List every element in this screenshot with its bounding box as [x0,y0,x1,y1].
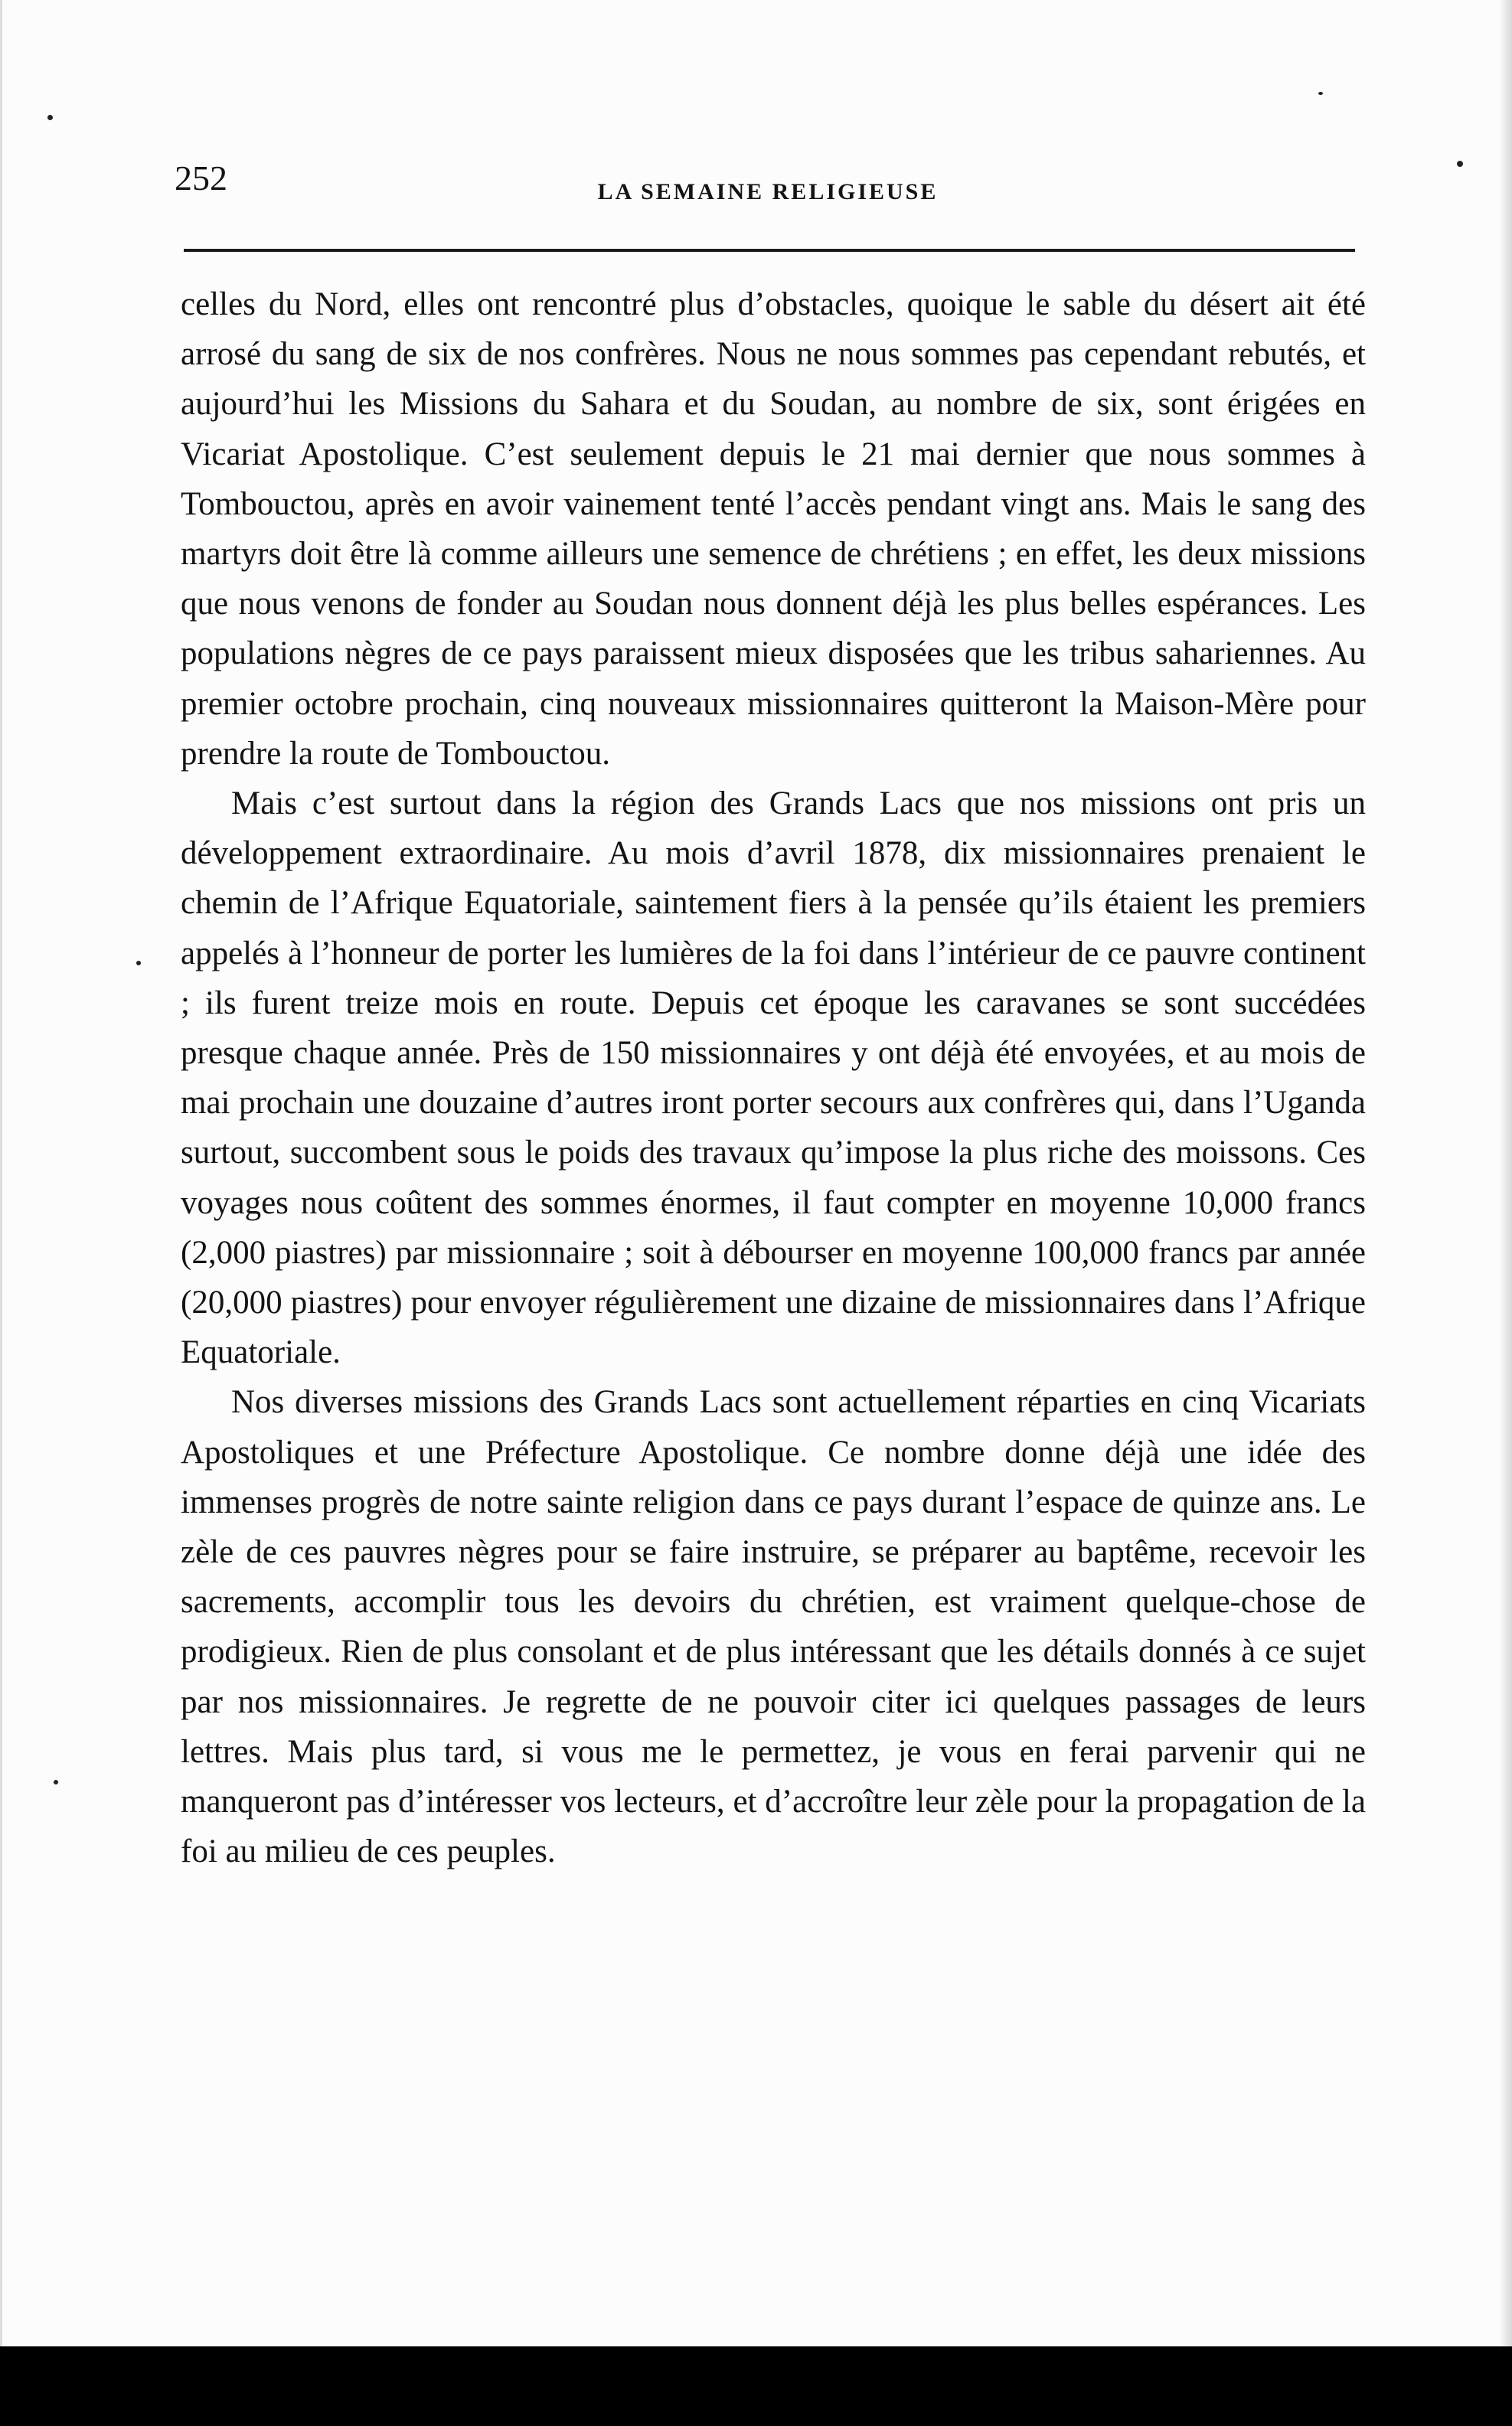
speck [54,1780,58,1784]
paragraph-3: Nos diverses missions des Grands Lacs sont actuellement réparties en cinq Vicariats Apostoliques et une Préfecture Apostolique. Ce nombre donne déjà une idée des immenses progrès de notre sainte religion dans ce pays durant l’espace de quinze ans. Le zèle de ces pauvres nègres pour se faire instruire, se préparer au baptême, recevoir les sacrements, accomplir tous les devoirs du chrétien, est vraiment quelque-chose de prodigieux. Rien de plus consolant et de plus intéressant que les détails donnés à ce sujet par nos missionnaires. Je regrette de ne pouvoir citer ici quelques passages de leurs lettres. Mais plus tard, si vous me le permettez, je vous en ferai parvenir qui ne manqueront pas d’intéresser vos lecteurs, et d’accroître leur zèle pour la propagation de la foi au milieu de ces peuples. [181,1384,1366,1870]
speck [1457,161,1463,167]
header-rule [184,249,1355,252]
body-text [181,279,1366,1877]
speck [1318,92,1323,95]
paragraph-2: Mais c’est surtout dans la région des Grands Lacs que nos missions ont pris un développement extraordinaire. Au mois d’avril 1878, dix missionnaires prenaient le chemin de l’Afrique Equatoriale, saintement fiers à la pensée qu’ils étaient les premiers appelés à l’honneur de porter les lumières de la foi dans l’intérieur de ce pauvre continent ; ils furent treize mois en route. Depuis cet époque les caravanes se sont succédées presque chaque année. Près de 150 missionnaires y ont déjà été envoyées, et au mois de mai prochain une douzaine d’autres iront porter secours aux confrères qui, dans l’Uganda surtout, succombent sous le poids des travaux qu’impose la plus riche des moissons. Ces voyages nous coûtent des sommes énormes, il faut compter en moyenne 10,000 francs (2,000 piastres) par missionnaire ; soit à débourser en moyenne 100,000 francs par année (20,000 piastres) pour envoyer régulièrement une dizaine de missionnaires dans l’Afrique Equatoriale. [181,785,1366,1371]
paragraph-1: celles du Nord, elles ont rencontré plus d’obstacles, quoique le sable du désert ait été arrosé du sang de six de nos confrères. Nous ne nous sommes pas cependant rebutés, et aujourd’hui les Missions du Sahara et du Soudan, au nombre de six, sont érigées en Vicariat Apostolique. C’est seulement depuis le 21 mai dernier que nous sommes à Tombouctou, après en avoir vainement tenté l’accès pendant vingt ans. Mais le sang des martyrs doit être là comme ailleurs une semence de chrétiens ; en effet, les deux missions que nous venons de fonder au Soudan nous donnent déjà les plus belles espérances. Les populations nègres de ce pays paraissent mieux disposées que les tribus sahariennes. Au premier octobre prochain, cinq nouveaux missionnaires quitteront la Maison-Mère pour prendre la route de Tombouctou. [181,286,1366,772]
running-title: LA SEMAINE RELIGIEUSE [597,179,939,204]
scan-bottom-border [0,2346,1512,2426]
page-edge-shadow [1498,0,1512,2426]
speck [47,115,53,120]
speck [136,961,141,965]
page-header [175,152,1361,213]
page-number: 252 [175,158,227,198]
left-margin [0,0,21,2426]
